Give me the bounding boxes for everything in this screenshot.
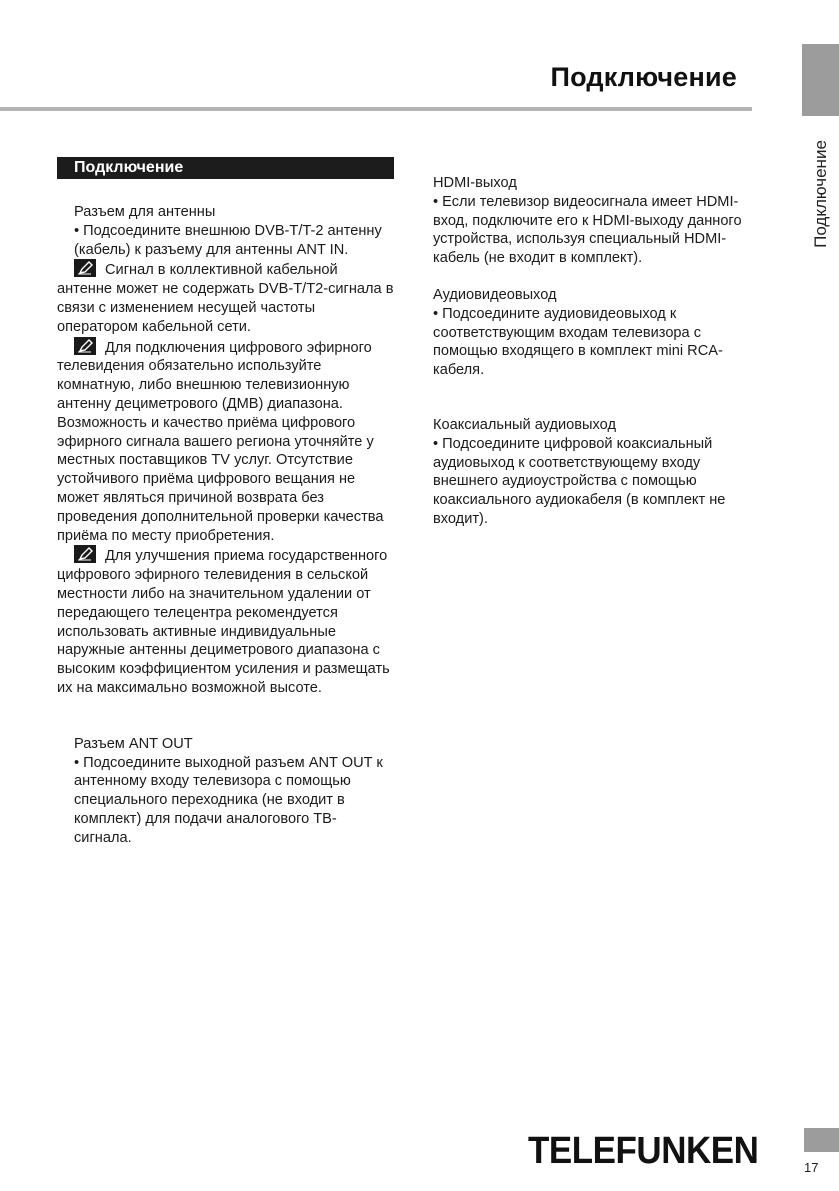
note-2 [57, 337, 394, 546]
antenna-bullet: • Подсоедините внешнюю DVB-T/T-2 антенну (кабель) к разъему для антенны ANT IN. [74, 222, 382, 258]
section-heading: Подключение [57, 157, 394, 179]
note-pencil-icon [74, 259, 96, 277]
page-title: Подключение [550, 62, 737, 92]
hdmi-heading: HDMI-выход [433, 175, 517, 191]
ant-out-heading: Разъем ANT OUT [74, 735, 193, 752]
coax-bullet: • Подсоедините цифровой коаксиальный аудиовыход к соответствующему входу внешнего аудиоустройства с помощью коаксиального аудиокабеля (в комплект не входит). [433, 435, 726, 527]
ant-out-bullet: • Подсоедините выходной разъем ANT OUT к антенному входу телевизора с помощью специального переходника (не входит в комплект) для подачи аналогового ТВ-сигнала. [74, 754, 383, 846]
brand-logo: TELEFUNKEN [528, 1130, 759, 1172]
side-tab-block [802, 44, 839, 116]
hdmi-bullet: • Если телевизор видеосигнала имеет HDMI-вход, подключите его к HDMI-выходу данного устройства, используя специальный HDMI-кабель (не входит в комплект). [433, 193, 742, 267]
note-3-text: Для улучшения приема государственного цифрового эфирного телевидения в сельской местности либо на значительном удалении от передающего телецентра рекомендуется использовать активные индивидуальные наружные антенны дециметрового диапазона с высоким коэффициентом усиления и размещать их на максимально возможной высоте. [57, 548, 390, 696]
note-pencil-icon [74, 545, 96, 563]
note-3 [57, 545, 394, 697]
left-column [57, 203, 394, 848]
av-bullet: • Подсоедините аудиовидеовыход к соответствующим входам телевизора с помощью входящего в комплект mini RCA-кабеля. [433, 305, 723, 379]
coax-heading: Коаксиальный аудиовыход [433, 416, 616, 433]
page-number: 17 [804, 1160, 819, 1175]
note-1 [57, 259, 394, 336]
side-tab-label: Подключение [810, 140, 830, 248]
av-heading: Аудиовидеовыход [433, 286, 557, 303]
page-number-block [804, 1128, 839, 1152]
antenna-heading: Разъем для антенны [74, 204, 216, 220]
header-divider [0, 107, 752, 111]
right-column [416, 174, 752, 529]
note-1-text: Сигнал в коллективной кабельной антенне может не содержать DVB-T/T2-сигнала в связи с изменением несущей частоты оператором кабельной сети. [57, 262, 394, 335]
side-tab-label-container [802, 128, 839, 260]
note-pencil-icon [74, 337, 96, 355]
note-2-text: Для подключения цифрового эфирного телевидения обязательно используйте комнатную, либо внешнюю телевизионную антенну дециметрового (ДМВ) диапазона. Возможность и качество приёма цифрового эфирного сигнала вашего региона уточняйте у местных поставщиков TV услуг. Отсутствие устойчивого приёма цифрового вещания не может являться причиной возврата без проведения дополнительной проверки качества приёма по месту приобретения. [57, 339, 384, 544]
